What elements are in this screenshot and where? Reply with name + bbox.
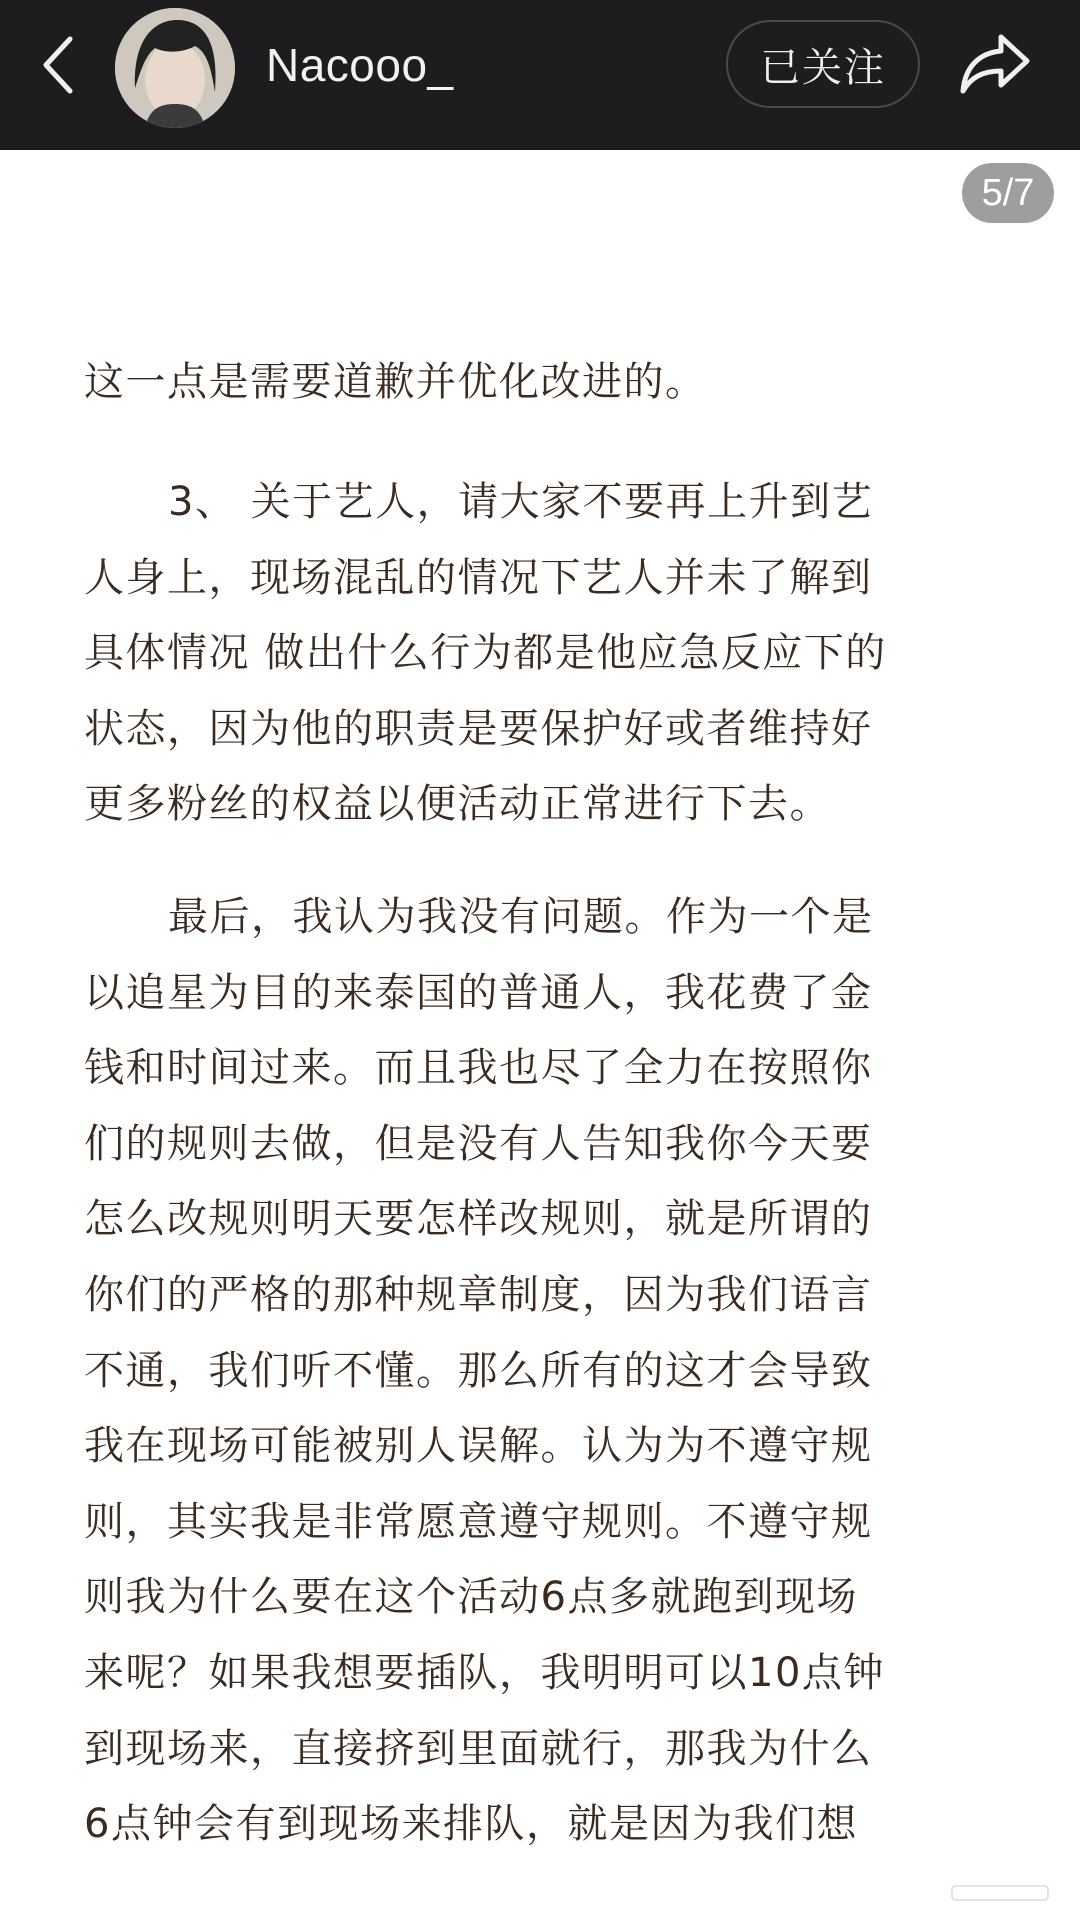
back-button[interactable] <box>28 30 88 100</box>
text-line: 我在现场可能被别人误解。认为为不遵守规 <box>84 1423 873 1470</box>
text-line: 更多粉丝的权益以便活动正常进行下去。 <box>84 781 831 828</box>
text-line: 最后，我认为我没有问题。作为一个是 <box>168 894 874 940</box>
text-line: 到现场来，直接挤到里面就行，那我为什么 <box>84 1725 873 1772</box>
text-line: 则，其实我是非常愿意遵守规则。不遵守规 <box>84 1498 873 1545</box>
paragraph-1 <box>84 345 707 421</box>
text-line: 来呢？如果我想要插队，我明明可以10点钟 <box>84 1649 885 1696</box>
top-bar <box>0 0 1080 150</box>
avatar[interactable] <box>115 8 235 128</box>
text-line: 人身上，现场混乱的情况下艺人并未了解到 <box>84 554 873 601</box>
text-line: 则我为什么要在这个活动6点多就跑到现场 <box>84 1574 858 1621</box>
text-line: 以追星为目的来泰国的普通人，我花费了金 <box>84 969 873 1016</box>
chevron-left-icon <box>38 33 78 97</box>
text-line: 你们的严格的那种规章制度，因为我们语言 <box>84 1271 873 1318</box>
follow-button[interactable]: 已关注 <box>726 20 920 108</box>
page-counter: 5/7 <box>962 163 1054 223</box>
text-line: 不通，我们听不懂。那么所有的这才会导致 <box>84 1347 873 1394</box>
text-line: 具体情况 做出什么行为都是他应急反应下的 <box>84 630 887 677</box>
share-arrow-icon <box>957 31 1033 97</box>
username[interactable]: Nacooo_ <box>266 39 454 91</box>
text-line: 3、 关于艺人，请大家不要再上升到艺 <box>168 479 874 525</box>
watermark-icon <box>950 1882 1050 1904</box>
text-line: 状态，因为他的职责是要保护好或者维持好 <box>84 705 873 752</box>
paragraph-3 <box>84 880 885 1863</box>
paragraph-2 <box>84 465 887 843</box>
text-line: 钱和时间过来。而且我也尽了全力在按照你 <box>84 1045 873 1092</box>
text-line: 们的规则去做，但是没有人告知我你今天要 <box>84 1120 873 1167</box>
text-line: 怎么改规则明天要怎样改规则，就是所谓的 <box>84 1196 873 1243</box>
text-line: 这一点是需要道歉并优化改进的。 <box>84 359 707 405</box>
text-line: 6点钟会有到现场来排队，就是因为我们想 <box>84 1801 858 1848</box>
share-button[interactable] <box>955 26 1035 102</box>
avatar-image <box>115 8 235 128</box>
